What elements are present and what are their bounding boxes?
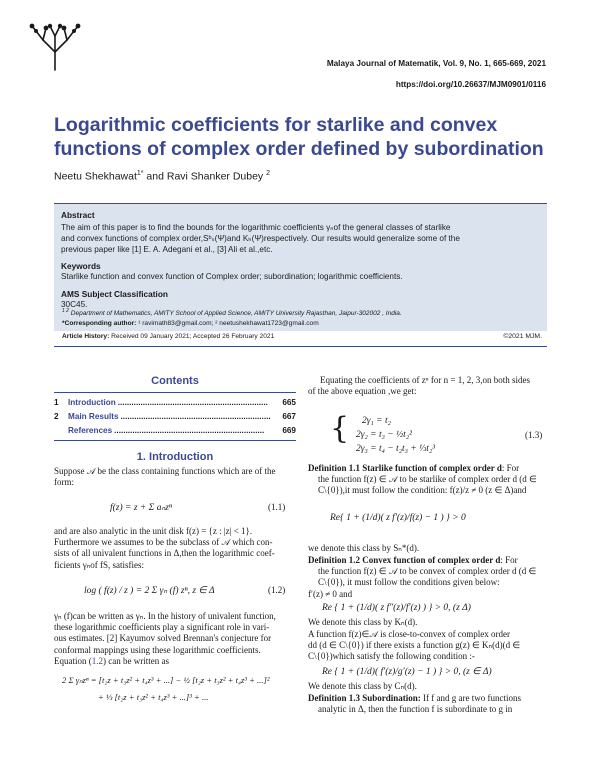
text-line: ficients γₙof fS, satisfies: — [54, 559, 145, 570]
ams-heading: AMS Subject Classification — [61, 289, 168, 299]
toc-num: 1 — [54, 398, 59, 407]
text-line: ous estimates. [2] Kayumov solved Brennan's conjecture for — [54, 633, 272, 644]
author-1-sup: 1* — [136, 170, 144, 177]
text-span: If f and g are two functions — [420, 693, 521, 703]
equation-expansion-line-2: + ⅓ [t₂z + t₃z² + t₄z³ + ...]³ + ... — [98, 692, 209, 702]
corresponding-author — [62, 320, 319, 327]
keywords-text: Starlike function and convex function of Complex order; subordination; logarithmic coefficients. — [61, 272, 403, 281]
toc-item-introduction[interactable] — [54, 398, 296, 407]
affiliation-text: Department of Mathematics, AMITY School of Applied Science, AMITY University Rajasthan, Jaipur-302002 , India. — [70, 310, 402, 318]
equation-1-1: f(z) = z + Σ aₙzⁿ — [110, 503, 172, 513]
history-text: Received 09 January 2021; Accepted 26 February 2021 — [111, 333, 275, 340]
equation-1-2: log ( f(z) / z ) = 2 Σ γₙ (f) zⁿ, z ∈ Δ — [84, 586, 215, 596]
intro-paragraph-1 — [54, 466, 275, 488]
toc-page: 665 — [282, 398, 296, 407]
text-line: f′(z) ≠ 0 and — [308, 588, 353, 599]
keywords-heading: Keywords — [61, 261, 101, 271]
history-label: Article History: — [62, 333, 112, 340]
doi-link[interactable]: https://doi.org/10.26637/MJM0901/0116 — [395, 80, 546, 89]
corresponding-emails[interactable]: ¹ ravimath83@gmail.com; ² neetushekhawat1723@gmail.com — [138, 320, 319, 327]
author-2-sup: 2 — [266, 170, 270, 177]
contents-heading: Contents — [151, 375, 199, 387]
equation-1-1-number: (1.1) — [268, 502, 286, 512]
intro-paragraph-3 — [54, 611, 276, 667]
text-line: Suppose 𝒜 be the class containing functions which are of the — [54, 466, 276, 476]
toc-label[interactable]: References — [68, 426, 113, 435]
author-2: and Ravi Shanker Dubey — [143, 170, 267, 183]
brace-icon: { — [330, 411, 350, 446]
text-line: and are also analytic in the unit disk f(z) = {z : |z| < 1}. — [54, 526, 253, 536]
class-note-3: We denote this class by Cₙ(d). — [308, 681, 417, 691]
text-line: the function f(z) ∈ 𝒜 to be starlike of complex order d (d ∈ — [318, 474, 537, 485]
author-line — [54, 170, 270, 183]
text-line: Furthermore we assumes to be the subclass of 𝒜 which con- — [54, 537, 273, 548]
text-line: C\{0}),it must follow the condition: f(z)/z ≠ 0 (z ∈ Δ)and — [318, 485, 527, 496]
text-span: : For — [501, 463, 520, 473]
contents-rule-top — [54, 392, 296, 393]
journal-citation: Malaya Journal of Matematik, Vol. 9, No. 1, 665-669, 2021 — [326, 59, 546, 68]
toc-label[interactable]: Introduction — [68, 398, 116, 407]
equation-1-3-a: 2γ₁ = t₂ — [362, 416, 391, 426]
text-line: C\{0}), it must follow the conditions given below: — [318, 577, 500, 588]
definition-title: Definition 1.1 Starlike function of complex order d — [308, 463, 502, 473]
text-line: γₙ (f)can be written as γₙ. In the history of univalent function, — [54, 611, 276, 621]
toc-leader: .................................................................. — [120, 412, 271, 421]
text-line: these logarithmic coefficients play a significant role in vari- — [54, 622, 270, 633]
intro-paragraph-2 — [54, 526, 275, 571]
text-line: C\{0})which satisfy the following condition :- — [308, 651, 475, 662]
close-to-convex-paragraph — [308, 629, 548, 663]
abstract-line-2: and convex functions of complex order,Sᵇₛ(Ψ)and Kₕ(Ψ)respectively. Our results would generalize some of the — [61, 234, 460, 243]
author-1: Neetu Shekhawat — [54, 170, 137, 183]
paper-title: Logarithmic coefficients for starlike and convex functions of complex order defined by subordination — [54, 114, 544, 160]
inequality-3: Re { 1 + (1/d)( f′(z)/g′(z) − 1 ) } > 0, (z ∈ Δ) — [322, 667, 492, 677]
text-line: of the above equation ,we get: — [308, 386, 417, 397]
text-line: A function f(z)∈𝒜 is close-to-convex of complex order — [308, 629, 511, 639]
text-line: the function f(z) ∈ 𝒜 to be convex of complex order d (d ∈ — [318, 566, 537, 577]
toc-page: 669 — [282, 426, 296, 435]
definition-1-3 — [308, 693, 548, 715]
text-line: Equating the coefficients of zⁿ for n = 1, 2, 3,on both sides — [320, 375, 530, 385]
class-note-1: we denote this class by Sₙ*(d). — [308, 543, 420, 553]
text-span: Equation ( — [54, 655, 92, 666]
right-paragraph-1 — [308, 375, 548, 397]
abstract-heading: Abstract — [61, 210, 95, 220]
equation-1-3-c: 2γ₃ = t₄ − t₂t₃ + ⅓t₂³ — [356, 444, 436, 454]
text-line: sists of all univalent functions in Δ,then the logarithmic coef- — [54, 548, 275, 559]
toc-num: 2 — [54, 412, 59, 421]
toc-label[interactable]: Main Results — [68, 412, 119, 421]
text-line — [308, 693, 548, 704]
text-line: conformal mappings using these logarithmic coefficients. — [54, 644, 261, 655]
text-line — [54, 656, 276, 667]
copyright: ©2021 MJM. — [503, 333, 542, 340]
toc-item-main-results[interactable] — [54, 412, 296, 421]
text-span: ) can be written as — [103, 655, 169, 666]
abstract-text — [61, 222, 545, 255]
text-line: form: — [54, 477, 74, 488]
abstract-line-1: The aim of this paper is to find the bounds for the logarithmic coefficients γₙof the general classes of starlike — [61, 223, 451, 232]
equation-expansion-line-1: 2 Σ γₙzⁿ = [t₂z + t₃z² + t₄z³ + ...] − ½ [t₂z + t₃z² + t₄z³ + ...]² — [62, 675, 270, 685]
corresponding-label: *Corresponding author: — [62, 320, 139, 327]
section-heading-introduction: 1. Introduction — [136, 451, 214, 463]
text-line: dd (d ∈ C\{0}) if there exists a function g(z) ∈ Kₙ(d)(d ∈ — [308, 640, 521, 651]
equation-1-3-b: 2γ₂ = t₃ − ½t₂² — [356, 430, 412, 440]
toc-leader: .................................................................. — [117, 398, 268, 407]
toc-leader: .................................................................. — [114, 426, 265, 435]
affiliation-sup: 1 2 — [62, 308, 69, 314]
text-line — [308, 463, 548, 474]
divider — [54, 346, 547, 347]
inequality-2: Re { 1 + (1/d)( z f″(z)/f′(z) ) } > 0, (z Δ) — [322, 603, 471, 613]
toc-page: 667 — [282, 412, 296, 421]
affiliation — [62, 308, 402, 317]
contents-rule-bottom — [54, 440, 296, 441]
ams-text: 30C45. — [61, 300, 88, 309]
toc-item-references[interactable] — [54, 426, 296, 435]
text-line: analytic in Δ, then the function f is subordinate to g in — [318, 704, 513, 715]
definition-title: Definition 1.3 Subordination: — [308, 693, 421, 703]
definition-1-2 — [308, 555, 548, 600]
definition-title: Definition 1.2 Convex function of complex order d — [308, 555, 501, 565]
abstract-line-3: previous paper like [1] E. A. Adegani et al., [3] Ali et al.,etc. — [61, 245, 273, 254]
class-note-2: We denote this class by Kₙ(d). — [308, 617, 418, 627]
inequality-1: Re{ 1 + (1/d)( z f′(z)/f(z) − 1 ) } > 0 — [330, 513, 466, 523]
equation-1-3-number: (1.3) — [525, 430, 543, 440]
equation-1-2-number: (1.2) — [268, 585, 286, 595]
definition-1-1 — [308, 463, 548, 497]
text-span: : For — [500, 555, 518, 565]
article-history — [62, 333, 274, 340]
equation-reference-link[interactable]: 1.2 — [91, 655, 103, 666]
journal-logo-tree-icon — [28, 22, 82, 72]
text-line — [308, 555, 548, 566]
